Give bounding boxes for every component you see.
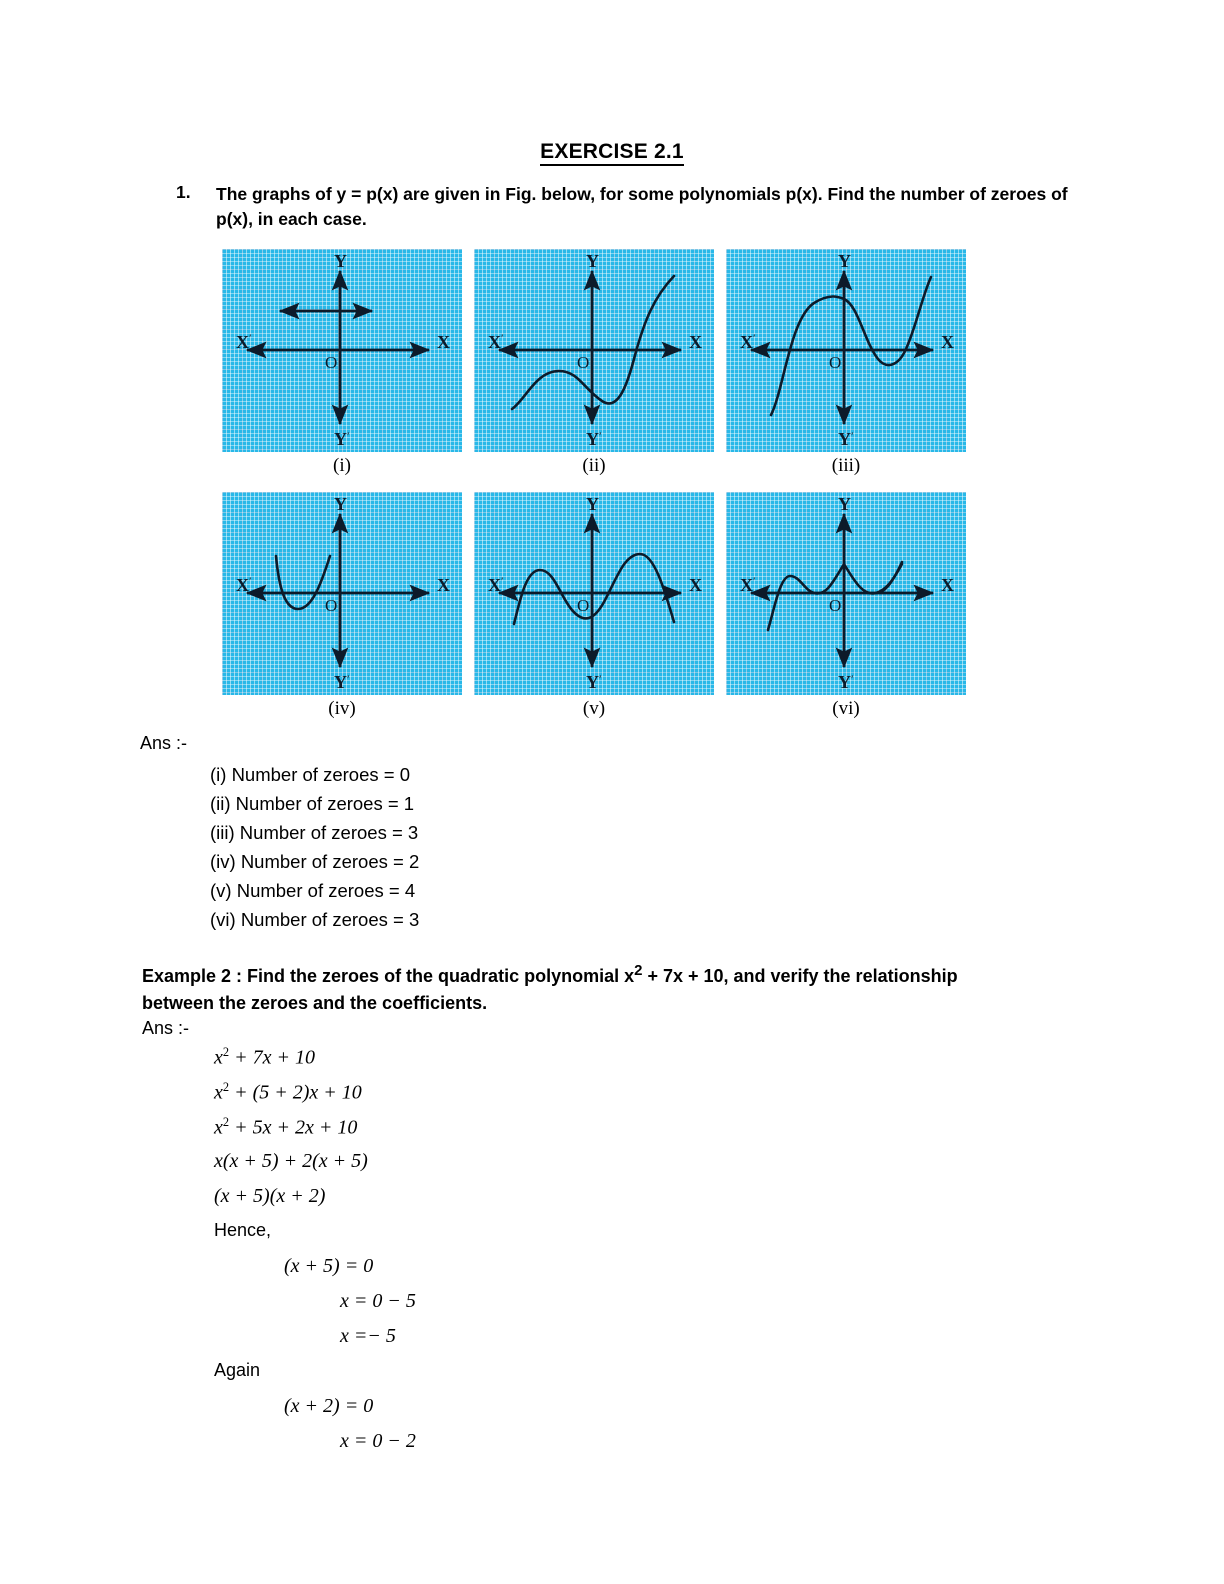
svg-text:Y: Y <box>838 494 851 514</box>
again-label: Again <box>214 1360 261 1380</box>
svg-text:X: X <box>689 575 702 595</box>
figure-v <box>474 492 714 719</box>
math-step <box>214 1046 416 1081</box>
svg-text:′: ′ <box>501 331 504 345</box>
figure-label-v: (v) <box>582 698 606 719</box>
svg-text:Y: Y <box>334 672 347 692</box>
svg-text:X: X <box>437 575 450 595</box>
svg-text:O: O <box>325 596 338 615</box>
example-2-working <box>214 1046 416 1466</box>
svg-text:O: O <box>577 353 590 372</box>
graph-panel-iv <box>222 492 462 695</box>
svg-text:Y: Y <box>838 429 851 449</box>
graph-panel-v <box>474 492 714 695</box>
figure-label-vi: (vi) <box>832 698 860 719</box>
svg-text:′: ′ <box>851 672 854 686</box>
figure-iv <box>222 492 462 719</box>
figure-ii <box>474 249 714 476</box>
figure-iii <box>726 249 966 476</box>
figure-i <box>222 249 462 476</box>
answer-1-list <box>210 760 419 934</box>
question-text: The graphs of y = p(x) are given in Fig. below, for some polynomials p(x). Find the number of zeroes of p(x), in each case. <box>216 184 1068 230</box>
figure-vi <box>726 492 966 719</box>
figure-label-iii: (iii) <box>831 455 861 476</box>
svg-text:Y: Y <box>586 494 599 514</box>
math-step-sup: 2 <box>222 1115 230 1129</box>
figure-label-iv: (iv) <box>328 698 356 719</box>
answer-item: (ii) Number of zeroes = 1 <box>210 793 415 815</box>
math-step <box>214 1081 416 1116</box>
svg-text:O: O <box>577 596 590 615</box>
svg-text:Y: Y <box>586 672 599 692</box>
math-step: (x + 5) = 0 <box>284 1255 374 1277</box>
answer-item: (iii) Number of zeroes = 3 <box>210 822 419 844</box>
svg-text:O: O <box>325 353 338 372</box>
svg-text:X: X <box>236 575 249 595</box>
svg-text:Y: Y <box>334 494 347 514</box>
math-step <box>214 1151 416 1186</box>
svg-text:X: X <box>740 332 753 352</box>
math-step-sup: 2 <box>222 1080 230 1094</box>
graph-panel-i <box>222 249 462 452</box>
math-step-post: (x + 5)(x + 2) <box>214 1185 326 1207</box>
example-2-heading-part2: + 7x + 10, and verify the relationship between the zeroes and the coefficients. <box>142 966 958 1013</box>
question-number: 1. <box>176 182 191 202</box>
svg-text:′: ′ <box>599 672 602 686</box>
math-step-post: x(x + 5) + 2(x + 5) <box>214 1150 368 1172</box>
math-step <box>214 1186 416 1221</box>
svg-text:′: ′ <box>249 574 252 588</box>
math-step: x = 0 − 2 <box>340 1430 416 1452</box>
figure-label-ii: (ii) <box>582 455 606 476</box>
svg-text:X: X <box>689 332 702 352</box>
math-step-pre: x <box>214 1116 223 1139</box>
math-step-post: + 7x + 10 <box>229 1046 315 1069</box>
svg-text:Y: Y <box>586 251 599 271</box>
example-2-exponent: 2 <box>634 962 643 979</box>
svg-text:′: ′ <box>753 574 756 588</box>
math-step-pre: x <box>214 1081 223 1104</box>
math-step <box>214 1116 416 1151</box>
math-step: x = 0 − 5 <box>340 1290 416 1312</box>
math-step-sup: 2 <box>222 1045 230 1059</box>
svg-text:Y: Y <box>838 251 851 271</box>
svg-text:Y: Y <box>334 251 347 271</box>
answer-1-label: Ans :- <box>140 733 188 753</box>
svg-text:X: X <box>740 575 753 595</box>
example-2-heading-part1: Example 2 : Find the zeroes of the quadratic polynomial x <box>142 966 635 986</box>
answer-item: (i) Number of zeroes = 0 <box>210 764 410 785</box>
svg-text:Y: Y <box>838 672 851 692</box>
answer-item: (vi) Number of zeroes = 3 <box>210 909 420 931</box>
hence-label: Hence, <box>214 1220 272 1240</box>
svg-text:′: ′ <box>501 574 504 588</box>
math-step-post: + (5 + 2)x + 10 <box>229 1081 362 1104</box>
figure-row-2 <box>222 492 966 735</box>
svg-text:′: ′ <box>753 331 756 345</box>
svg-text:′: ′ <box>347 672 350 686</box>
svg-text:X: X <box>236 332 249 352</box>
answer-item: (v) Number of zeroes = 4 <box>210 880 416 902</box>
graph-panel-ii <box>474 249 714 452</box>
svg-text:O: O <box>829 353 842 372</box>
example-2-heading <box>142 960 1022 1016</box>
svg-text:′: ′ <box>249 331 252 345</box>
figure-label-i: (i) <box>333 455 351 476</box>
exercise-title-text: EXERCISE 2.1 <box>540 140 684 166</box>
math-step: (x + 2) = 0 <box>284 1395 374 1417</box>
svg-text:′: ′ <box>851 429 854 443</box>
figure-grid <box>222 249 966 735</box>
svg-text:O: O <box>829 596 842 615</box>
svg-text:X: X <box>941 332 954 352</box>
svg-text:′: ′ <box>347 429 350 443</box>
svg-text:X: X <box>941 575 954 595</box>
math-step-pre: x <box>214 1046 223 1069</box>
graph-panel-iii <box>726 249 966 452</box>
svg-text:X: X <box>488 575 501 595</box>
svg-text:Y: Y <box>334 429 347 449</box>
answer-item: (iv) Number of zeroes = 2 <box>210 851 420 873</box>
math-step-post: + 5x + 2x + 10 <box>229 1116 358 1139</box>
page-title <box>0 140 1224 164</box>
figure-row-1 <box>222 249 966 492</box>
answer-2-label: Ans :- <box>142 1018 190 1038</box>
graph-panel-vi <box>726 492 966 695</box>
svg-text:′: ′ <box>599 429 602 443</box>
math-step: x =− 5 <box>340 1325 396 1347</box>
svg-text:X: X <box>488 332 501 352</box>
svg-text:X: X <box>437 332 450 352</box>
svg-text:Y: Y <box>586 429 599 449</box>
